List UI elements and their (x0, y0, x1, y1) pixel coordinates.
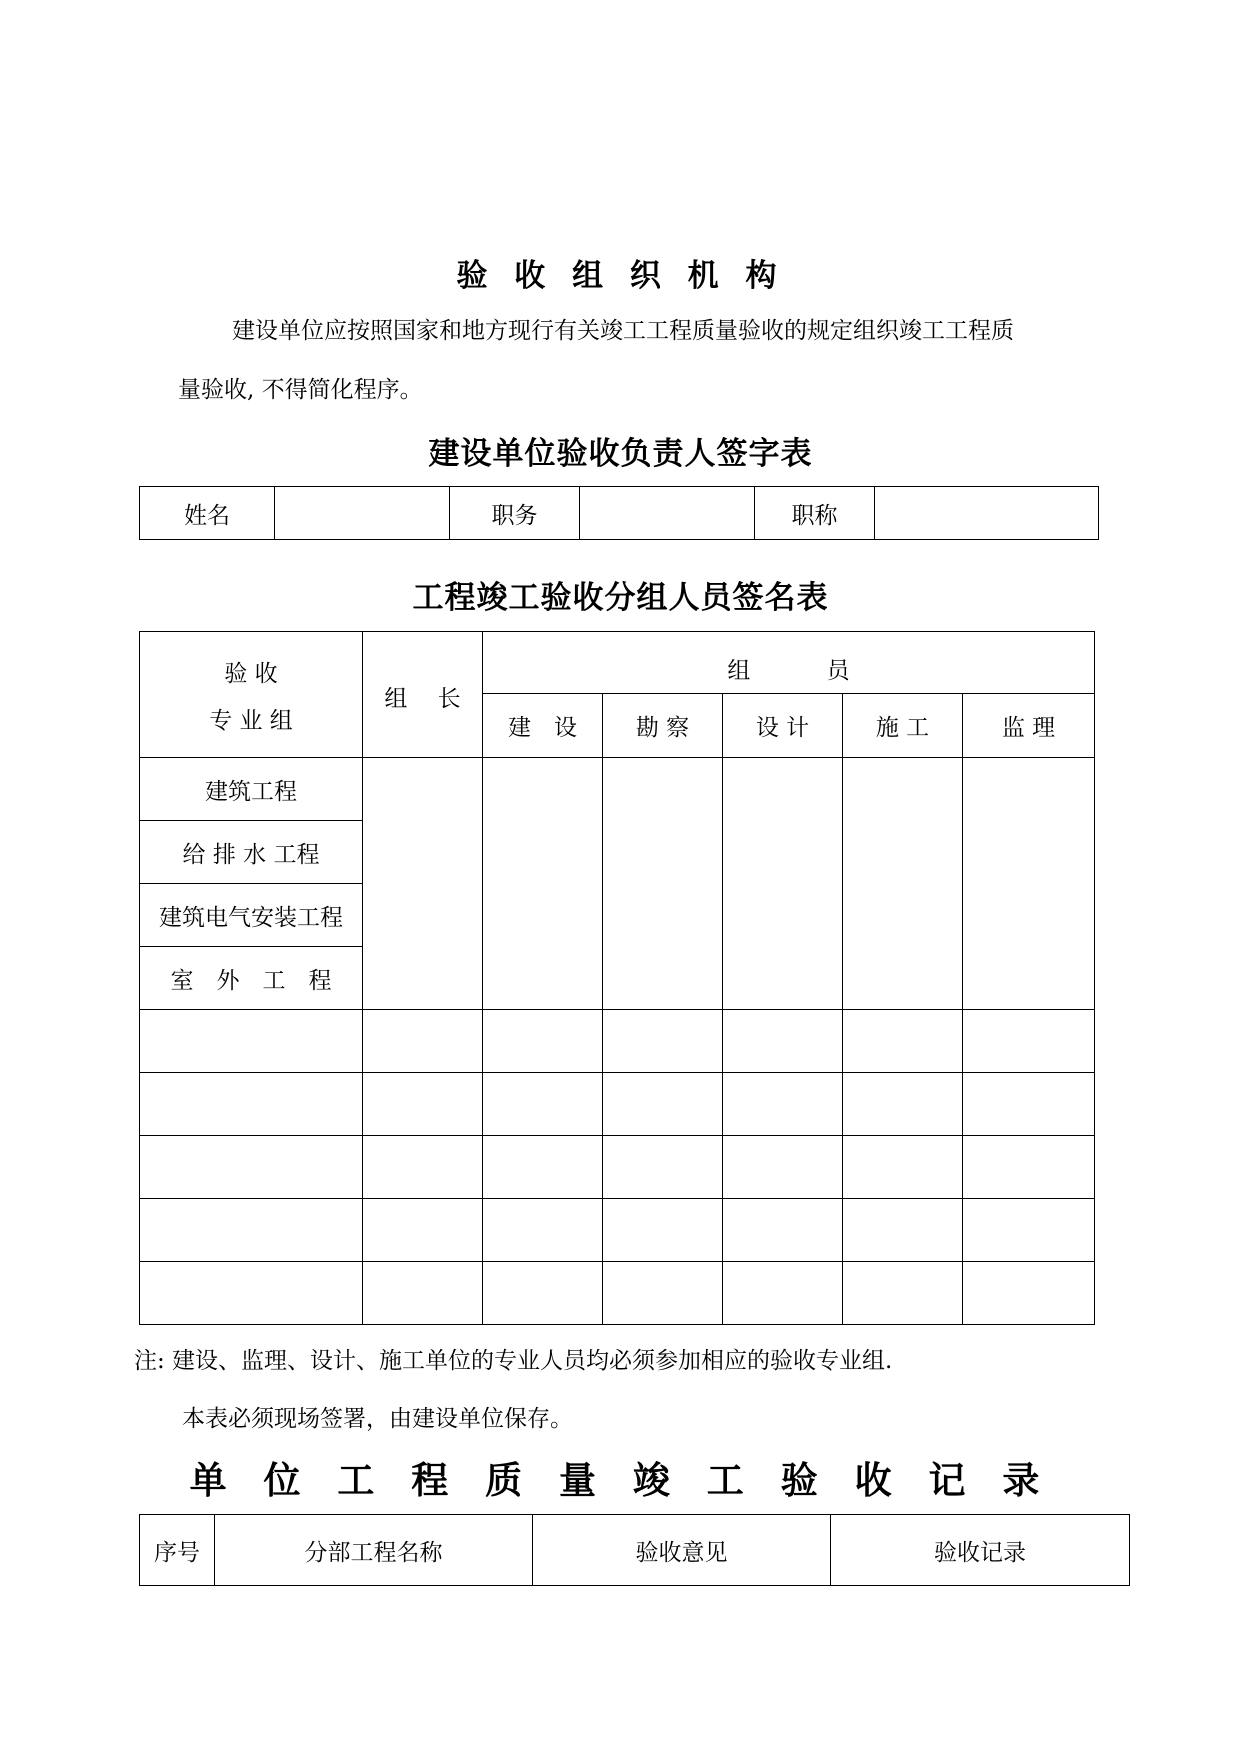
empty-cell[interactable] (603, 1199, 723, 1262)
rank-field[interactable] (875, 487, 1099, 540)
empty-row (140, 1262, 1095, 1325)
empty-cell[interactable] (963, 1262, 1095, 1325)
empty-row (140, 1010, 1095, 1073)
empty-cell[interactable] (140, 1010, 363, 1073)
members-header: 组 员 (483, 632, 1095, 694)
record-header-subproject: 分部工程名称 (215, 1515, 533, 1586)
empty-cell[interactable] (843, 1199, 963, 1262)
empty-cell[interactable] (140, 1262, 363, 1325)
owner-signature-table (139, 486, 1099, 540)
leader-cell[interactable] (363, 758, 483, 1010)
empty-cell[interactable] (603, 1010, 723, 1073)
empty-cell[interactable] (363, 1136, 483, 1199)
owner-table-title: 建设单位验收负责人签字表 (428, 436, 813, 472)
member-cell[interactable] (483, 758, 603, 1010)
empty-cell[interactable] (140, 1199, 363, 1262)
empty-cell[interactable] (843, 1010, 963, 1073)
empty-cell[interactable] (140, 1136, 363, 1199)
empty-cell[interactable] (843, 1136, 963, 1199)
empty-cell[interactable] (963, 1199, 1095, 1262)
empty-cell[interactable] (723, 1199, 843, 1262)
empty-cell[interactable] (603, 1262, 723, 1325)
empty-cell[interactable] (843, 1262, 963, 1325)
group-table-title: 工程竣工验收分组人员签名表 (412, 580, 829, 616)
empty-row (140, 1199, 1095, 1262)
member-col-design: 设 计 (723, 694, 843, 758)
empty-cell[interactable] (483, 1136, 603, 1199)
member-col-construct: 施 工 (843, 694, 963, 758)
empty-cell[interactable] (363, 1073, 483, 1136)
empty-cell[interactable] (723, 1010, 843, 1073)
empty-cell[interactable] (963, 1136, 1095, 1199)
empty-cell[interactable] (963, 1010, 1095, 1073)
leader-header: 组 长 (363, 632, 483, 758)
empty-cell[interactable] (483, 1262, 603, 1325)
note-line2: 本表必须现场签署，由建设单位保存。 (182, 1406, 573, 1432)
record-table-title: 单 位 工 程 质 量 竣 工 验 收 记 录 (189, 1458, 1052, 1502)
acceptance-record-table (139, 1514, 1130, 1586)
empty-cell[interactable] (363, 1199, 483, 1262)
empty-cell[interactable] (843, 1073, 963, 1136)
member-col-build: 建 设 (483, 694, 603, 758)
member-cell[interactable] (603, 758, 723, 1010)
org-paragraph-line1: 建设单位应按照国家和地方现行有关竣工工程质量验收的规定组织竣工工程质 (232, 318, 1014, 344)
group-member-table (139, 631, 1095, 1325)
empty-cell[interactable] (603, 1136, 723, 1199)
empty-cell[interactable] (483, 1199, 603, 1262)
member-cell[interactable] (843, 758, 963, 1010)
name-field[interactable] (275, 487, 450, 540)
note-line1: 注: 建设、监理、设计、施工单位的专业人员均必须参加相应的验收专业组. (134, 1348, 893, 1374)
org-title: 验 收 组 织 机 构 (456, 258, 785, 294)
record-header-opinion: 验收意见 (533, 1515, 831, 1586)
empty-cell[interactable] (140, 1073, 363, 1136)
group-row-label: 室 外 工 程 (140, 947, 363, 1010)
member-cell[interactable] (723, 758, 843, 1010)
record-header-record: 验收记录 (831, 1515, 1130, 1586)
empty-cell[interactable] (603, 1073, 723, 1136)
group-row-label: 给 排 水 工程 (140, 821, 363, 884)
member-cell[interactable] (963, 758, 1095, 1010)
group-header (140, 632, 363, 758)
name-label: 姓名 (140, 487, 275, 540)
member-col-survey: 勘 察 (603, 694, 723, 758)
group-header-line2: 专 业 组 (209, 707, 293, 734)
empty-row (140, 1136, 1095, 1199)
group-row-label: 建筑电气安装工程 (140, 884, 363, 947)
empty-cell[interactable] (483, 1073, 603, 1136)
duty-field[interactable] (580, 487, 755, 540)
empty-cell[interactable] (363, 1010, 483, 1073)
empty-cell[interactable] (723, 1073, 843, 1136)
empty-cell[interactable] (723, 1262, 843, 1325)
org-paragraph-line2: 量验收, 不得简化程序。 (178, 377, 423, 403)
empty-cell[interactable] (363, 1262, 483, 1325)
member-col-supervise: 监 理 (963, 694, 1095, 758)
group-row-label: 建筑工程 (140, 758, 363, 821)
duty-label: 职务 (450, 487, 580, 540)
empty-cell[interactable] (723, 1136, 843, 1199)
record-header-index: 序号 (140, 1515, 215, 1586)
empty-cell[interactable] (483, 1010, 603, 1073)
empty-cell[interactable] (963, 1073, 1095, 1136)
group-header-line1: 验 收 (224, 660, 278, 687)
empty-row (140, 1073, 1095, 1136)
rank-label: 职称 (755, 487, 875, 540)
